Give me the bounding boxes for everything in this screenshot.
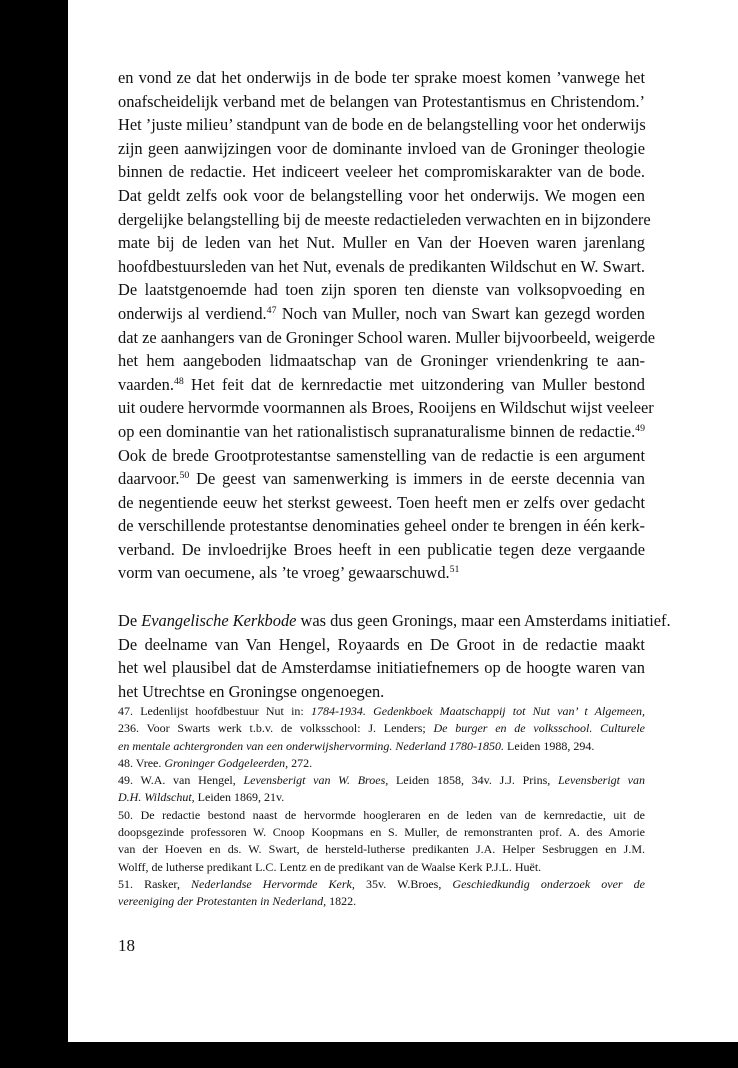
footnote — [118, 807, 645, 876]
italic-title: Geschiedkundig onderzoek over de — [452, 876, 645, 891]
text-line — [118, 373, 645, 397]
text-line — [118, 231, 645, 255]
italic-title: Nederlandse Hervormde Kerk, — [191, 876, 355, 891]
text-run: het Utrechtse en Groningse ongenoegen. — [118, 681, 385, 701]
text-run: doopsgezinde professoren W. Cnoop Koopmans en S. Muller, de remonstranten prof. A. des Amorie — [118, 825, 645, 840]
scan-border-bottom — [0, 1042, 738, 1068]
text-line — [118, 326, 656, 350]
text-run: vorm van oecumene, als ’te vroeg’ gewaarschuwd. — [118, 563, 450, 583]
text-line — [118, 396, 654, 420]
footnote-line — [118, 738, 645, 755]
text-run: 272. — [288, 755, 313, 770]
text-run: de verschillende protestantse denominaties geheel onder te brengen in één kerk- — [118, 516, 645, 536]
paragraph — [118, 66, 656, 585]
text-run: het hem aangeboden lidmaatschap van de Groninger vriendenkring te aan- — [118, 351, 645, 371]
text-run: 35v. W.Broes, — [354, 876, 453, 891]
text-line — [118, 680, 645, 704]
italic-title: Evangelische Kerkbode — [141, 611, 297, 631]
text-run: Leiden 1988, 294. — [504, 738, 595, 753]
text-run: Noch van Muller, noch van Swart kan gezegd worden — [276, 303, 645, 323]
footnote-line — [118, 859, 645, 876]
text-line — [118, 349, 645, 373]
text-run: 236. Voor Swarts werk t.b.v. de volksschool: J. Lenders; — [118, 721, 434, 736]
text-line — [118, 467, 645, 491]
footnote-line — [118, 893, 645, 910]
footnote-reference: 48 — [173, 375, 184, 387]
text-run: De deelname van Van Hengel, Royaards en De Groot in de redactie maakt — [118, 634, 645, 654]
text-line — [118, 160, 645, 184]
text-run: Leiden 1858, 34v. J.J. Prins, — [388, 773, 558, 788]
text-line — [118, 609, 671, 633]
footnote — [118, 876, 645, 911]
text-run: dergelijke belangstelling bij de meeste redactieleden verwachten en in bijzondere — [118, 209, 651, 229]
text-line — [118, 90, 645, 114]
text-run: mate bij de leden van het Nut. Muller en Van der Hoeven waren jarenlang — [118, 233, 645, 253]
text-run: De laatstgenoemde had toen zijn sporen ten dienste van volksopvoeding en — [118, 280, 645, 300]
text-run: 48. Vree. — [118, 755, 165, 770]
text-run: uit oudere hervormde voormannen als Broes, Rooijens en Wildschut wijst veeleer — [118, 398, 654, 418]
text-run: dat ze aanhangers van de Groninger School waren. Muller bijvoorbeeld, weigerde — [118, 327, 656, 347]
text-line — [118, 656, 645, 680]
italic-title: 1784-1934. Gedenkboek Maatschappij tot Nut van’ t Algemeen, — [310, 704, 645, 718]
footnote-reference: 50 — [179, 470, 190, 482]
footnote-reference: 51 — [449, 564, 460, 576]
text-run: Het feit dat de kernredactie met uitzondering van Muller bestond — [183, 374, 645, 394]
text-line — [118, 633, 645, 657]
footnote-line — [118, 824, 645, 841]
footnote — [118, 772, 645, 807]
text-run: hoofdbestuursleden van het Nut, evenals de predikanten Wildschut en W. Swart. — [118, 256, 645, 276]
text-line — [118, 113, 645, 137]
text-run: op een dominantie van het rationalistisch supranaturalisme binnen de redactie. — [118, 421, 636, 441]
footnotes — [118, 703, 645, 911]
text-line — [118, 208, 651, 232]
text-line — [118, 444, 645, 468]
paragraph — [118, 609, 671, 703]
text-run: vaarden. — [118, 374, 174, 394]
footnote-line — [118, 703, 645, 720]
text-run: De geest van samenwerking is immers in de eerste decennia van — [189, 469, 645, 489]
italic-title: Groninger Godgeleerden, — [164, 755, 289, 770]
text-line — [118, 302, 645, 326]
italic-title: Levensberigt van W. Broes, — [243, 773, 389, 788]
text-run: 51. Rasker, — [118, 876, 192, 891]
footnote — [118, 755, 645, 772]
text-run: 47. Ledenlijst hoofdbestuur Nut in: — [118, 704, 311, 718]
text-run: 49. W.A. van Hengel, — [118, 773, 244, 788]
text-run: Ook de brede Grootprotestantse samenstelling van de redactie is een argument — [118, 445, 645, 465]
text-run: van der Hoeven en ds. W. Swart, de hersteld-lutherse predikanten J.A. Helper Sesbruggen en J.M. — [118, 842, 645, 857]
text-run: Dat geldt zelfs ook voor de belangstelling voor het onderwijs. We mogen een — [118, 185, 645, 205]
text-line — [118, 561, 645, 585]
text-run: was dus geen Gronings, maar een Amsterdams initiatief. — [296, 611, 671, 631]
body-text — [118, 66, 671, 703]
text-run: het wel plausibel dat de Amsterdamse initiatiefnemers op de hoogte waren van — [118, 658, 645, 678]
footnote-line — [118, 841, 645, 858]
italic-title: De burger en de volksschool. Culturele — [433, 721, 645, 736]
text-line — [118, 538, 645, 562]
footnote-line — [118, 755, 645, 772]
text-line — [118, 278, 645, 302]
italic-title: D.H. Wildschut, — [118, 790, 195, 805]
text-line — [118, 255, 645, 279]
footnote-line — [118, 772, 645, 789]
scan-border-left — [0, 0, 68, 1068]
page-number: 18 — [118, 936, 135, 955]
text-run: Wolff, de lutherse predikant L.C. Lentz en de predikant van de Waalse Kerk P.J.L. Huët. — [118, 859, 542, 874]
italic-title: en mentale achtergronden van een onderwijshervorming. Nederland 1780-1850. — [118, 738, 505, 753]
footnote-reference: 49 — [635, 423, 645, 435]
text-line — [118, 491, 645, 515]
text-run: 50. De redactie bestond naast de hervormde hoogleraren en de leden van de kernredactie, uit de — [118, 807, 645, 822]
text-line — [118, 514, 645, 538]
text-run: daarvoor. — [118, 469, 180, 489]
footnote-reference: 47 — [266, 305, 277, 317]
text-run: De — [118, 611, 142, 631]
text-run: Het ’juste milieu’ standpunt van de bode en de belangstelling voor het onderwijs — [118, 115, 646, 135]
text-line — [118, 137, 645, 161]
footnote-line — [118, 720, 645, 737]
text-run: en vond ze dat het onderwijs in de bode ter sprake moest komen ’vanwege het — [118, 68, 645, 87]
text-line — [118, 184, 645, 208]
text-run: verband. De invloedrijke Broes heeft in een publicatie tegen deze vergaande — [118, 539, 645, 559]
footnote-line — [118, 876, 645, 893]
footnote-line — [118, 789, 645, 806]
text-run: onderwijs al verdiend. — [118, 303, 267, 323]
text-run: zijn geen aanwijzingen voor de dominante invloed van de Groninger theologie — [118, 138, 645, 158]
text-run: onafscheidelijk verband met de belangen van Protestantismus en Christendom.’ — [118, 91, 645, 111]
text-run: de negentiende eeuw het sterkst geweest. Toen heeft men er zelfs over gedacht — [118, 492, 645, 512]
text-run: Leiden 1869, 21v. — [194, 790, 285, 805]
text-run: 1822. — [326, 894, 357, 909]
text-run: binnen de redactie. Het indiceert veeleer het compromiskarakter van de bode. — [118, 162, 645, 182]
italic-title: vereeniging der Protestanten in Nederland, — [118, 894, 327, 909]
footnote — [118, 703, 645, 755]
text-line — [118, 420, 645, 444]
footnote-line — [118, 807, 645, 824]
text-line — [118, 66, 645, 90]
italic-title: Levensberigt van — [558, 773, 646, 788]
